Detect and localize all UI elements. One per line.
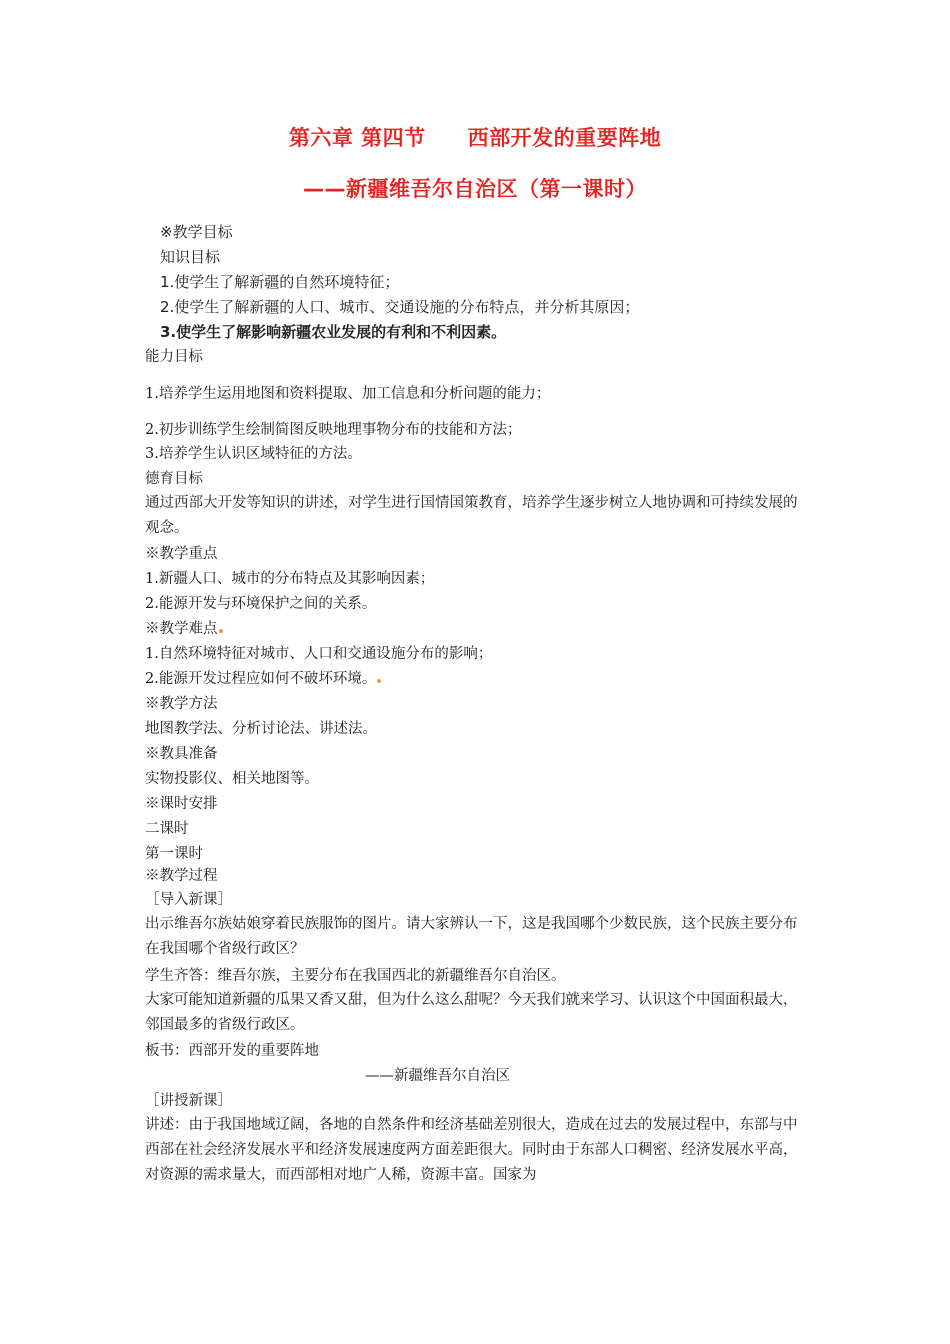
intro-text: 出示维吾尔族姑娘穿着民族服饰的图片。请大家辨认一下，这是我国哪个少数民族，这个民族主要分布在我国哪个省级行政区？ <box>145 916 798 957</box>
knowledge-item-1: 1.使学生了解新疆的自然环境特征； <box>160 273 400 291</box>
key-points-heading: ※教学重点 <box>145 546 218 562</box>
methods-heading: ※教学方法 <box>145 696 218 712</box>
difficulties-heading-row <box>145 619 223 639</box>
moral-heading: 德育目标 <box>145 471 203 487</box>
teacher-text: 大家可能知道新疆的瓜果又香又甜，但为什么这么甜呢？今天我们就来学习、认识这个中国面积最大，邻国最多的省级行政区。 <box>145 992 798 1033</box>
ability-item-2: 2.初步训练学生绘制简图反映地理事物分布的技能和方法； <box>145 422 522 438</box>
ability-heading: 能力目标 <box>145 349 203 365</box>
difficulty-2: 2.能源开发过程应如何不破坏环境。 <box>145 671 377 687</box>
schedule-heading: ※课时安排 <box>145 796 218 812</box>
board-line-1: 板书：西部开发的重要阵地 <box>145 1043 319 1059</box>
tools-heading: ※教具准备 <box>145 746 218 762</box>
difficulty-2-row <box>145 669 381 689</box>
section-title: 西部开发的重要阵地 <box>467 126 662 150</box>
key-point-1: 1.新疆人口、城市的分布特点及其影响因素； <box>145 571 435 587</box>
intro-heading: ［导入新课］ <box>145 892 232 908</box>
process-heading: ※教学过程 <box>145 868 218 884</box>
schedule-current: 第一课时 <box>145 846 203 862</box>
chapter-section-label: 第六章 第四节 <box>288 126 426 150</box>
new-lesson-text: 讲述：由于我国地域辽阔，各地的自然条件和经济基础差别很大，造成在过去的发展过程中，东部与中西部在社会经济发展水平和经济发展速度两方面差距很大。同时由于东部人口稠密、经济发展水平高，对资源的需求量大，而西部相对地广人稀，资源丰富。国家为 <box>145 1117 798 1183</box>
schedule-total: 二课时 <box>145 821 189 837</box>
ability-item-1: 1.培养学生运用地图和资料提取、加工信息和分析问题的能力； <box>145 386 551 402</box>
knowledge-item-3: 3.使学生了解影响新疆农业发展的有利和不利因素。 <box>160 323 507 341</box>
key-point-2: 2.能源开发与环境保护之间的关系。 <box>145 596 377 612</box>
knowledge-item-2: 2.使学生了解新疆的人口、城市、交通设施的分布特点，并分析其原因； <box>160 298 640 316</box>
mark-dot <box>219 629 223 633</box>
student-answer: 学生齐答：维吾尔族，主要分布在我国西北的新疆维吾尔自治区。 <box>145 968 566 984</box>
new-lesson-heading: ［讲授新课］ <box>145 1093 232 1109</box>
knowledge-heading: 知识目标 <box>160 248 221 266</box>
ability-item-3: 3.培养学生认识区域特征的方法。 <box>145 446 362 462</box>
difficulties-heading: ※教学难点 <box>145 621 218 637</box>
moral-text: 通过西部大开发等知识的讲述，对学生进行国情国策教育，培养学生逐步树立人地协调和可持续发展的观念。 <box>145 495 798 536</box>
objectives-heading: ※教学目标 <box>160 223 233 241</box>
subtitle: ——新疆维吾尔自治区（第一课时） <box>303 177 647 201</box>
chapter-title <box>0 122 950 152</box>
board-line-2: ——新疆维吾尔自治区 <box>365 1068 510 1084</box>
tools-text: 实物投影仪、相关地图等。 <box>145 771 319 787</box>
methods-text: 地图教学法、分析讨论法、讲述法。 <box>145 721 377 737</box>
mark-dot <box>377 679 381 683</box>
difficulty-1: 1.自然环境特征对城市、人口和交通设施分布的影响； <box>145 646 493 662</box>
